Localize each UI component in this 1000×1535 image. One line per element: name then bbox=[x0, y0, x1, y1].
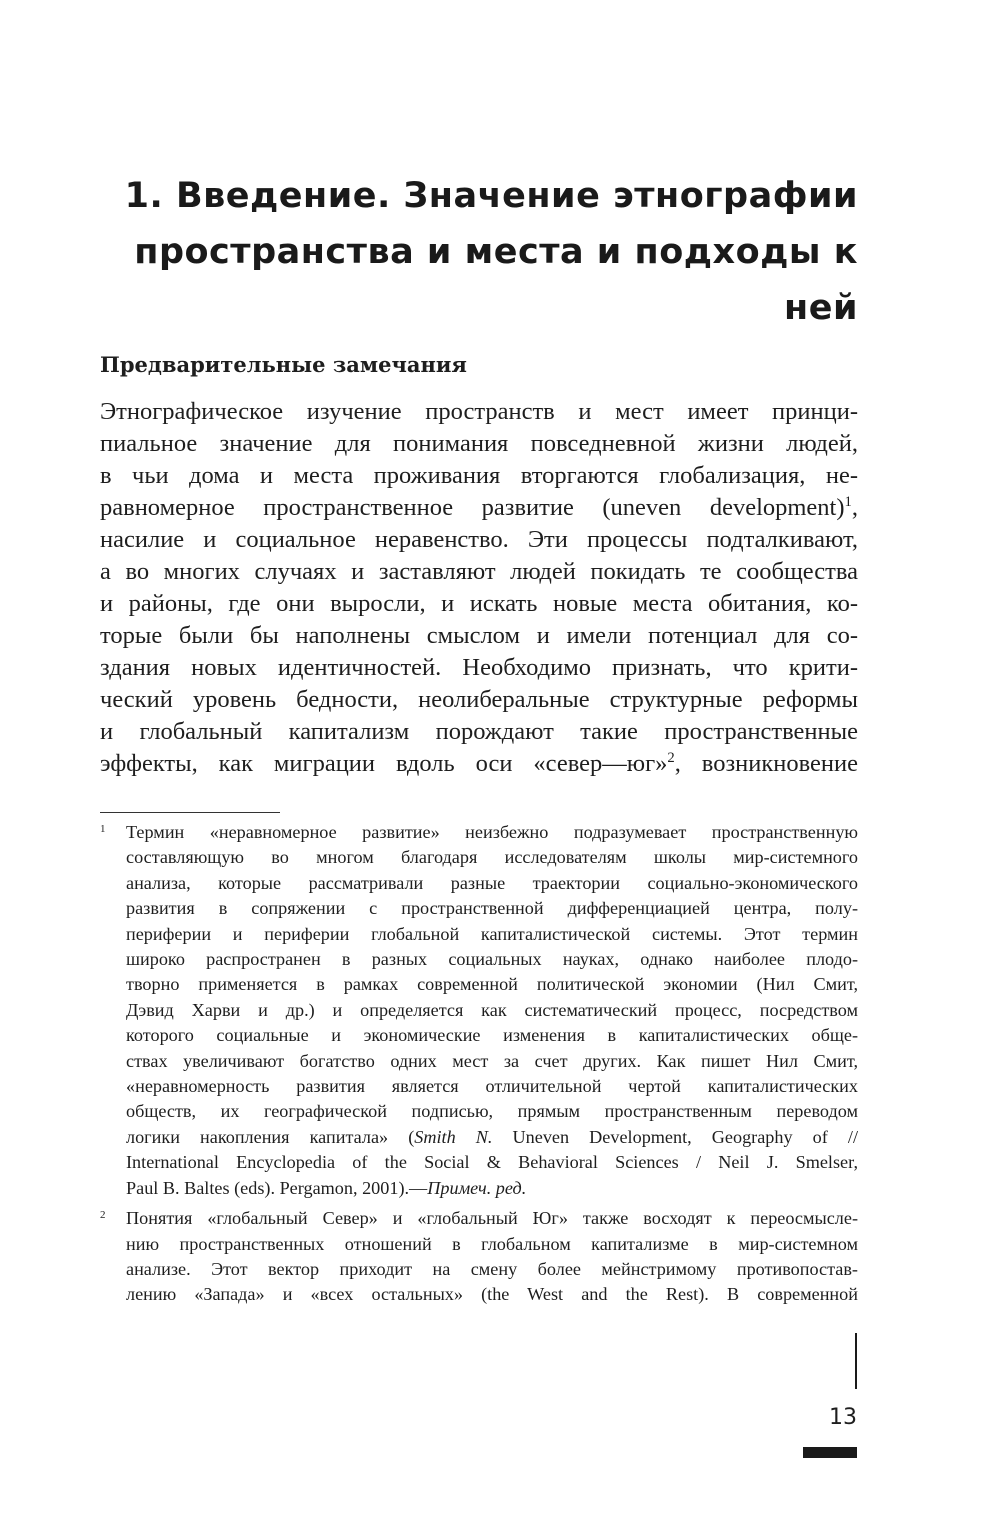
body-line: в чьи дома и места проживания вторгаются глобализация, не- bbox=[100, 462, 858, 489]
footnote-line: ствах увеличивают богатство одних мест за счет других. Как пишет Нил Смит, bbox=[126, 1050, 858, 1071]
footnote-line: Дэвид Харви и др.) и определяется как систематический процесс, посредством bbox=[126, 999, 858, 1020]
footnote-line: лению «Запада» и «всех остальных» (the West and the Rest). В современной bbox=[126, 1284, 858, 1305]
body-line: и районы, где они выросли, и искать новые места обитания, ко- bbox=[100, 590, 858, 617]
body-paragraph bbox=[100, 396, 858, 780]
body-line: Этнографическое изучение пространств и мест имеет принци- bbox=[100, 398, 858, 425]
body-line: и глобальный капитализм порождают такие пространственные bbox=[100, 718, 858, 745]
body-line: торые были бы наполнены смыслом и имели потенциал для со- bbox=[100, 622, 858, 649]
footnote-line: творно применяется в рамках современной политической экономии (Нил Смит, bbox=[126, 974, 858, 995]
footnote-line: Понятия «глобальный Север» и «глобальный Юг» также восходят к переосмысле- bbox=[126, 1208, 858, 1229]
footnote-line: анализе. Этот вектор приходит на смену более мейнстримому противопостав- bbox=[126, 1258, 858, 1279]
citation-author: Smith N. bbox=[414, 1126, 493, 1147]
footnote-line: International Encyclopedia of the Social & Behavioral Sciences / Neil J. Smelser, bbox=[126, 1152, 858, 1173]
footnote-line: которого социальные и экономические изменения в капиталистических обще- bbox=[126, 1025, 858, 1046]
body-line: а во многих случаях и заставляют людей покидать те сообщества bbox=[100, 558, 858, 585]
footnote-citation-line bbox=[126, 1125, 858, 1150]
footnotes bbox=[100, 820, 858, 1313]
footnote-line: обществ, их географической подписью, прямым пространственным переводом bbox=[126, 1101, 858, 1122]
chapter-title-line-1: 1. Введение. Значение этнографии bbox=[124, 176, 858, 216]
footnote-line-text: логики накопления капитала» ( bbox=[126, 1126, 415, 1147]
editor-note: Примеч. ред. bbox=[427, 1177, 527, 1198]
chapter-title bbox=[100, 168, 858, 336]
body-line: насилие и социальное неравенство. Эти процессы подталкивают, bbox=[100, 526, 858, 553]
footnote-line: широко распространен в разных социальных науках, однако наиболее плодо- bbox=[126, 949, 858, 970]
body-line-tail: , возникновение bbox=[674, 750, 859, 777]
footnote-line: нию пространственных отношений в глобальном капитализме в мир-системном bbox=[126, 1233, 858, 1254]
footnote-line: «неравномерность развития является отличительной чертой капиталистических bbox=[126, 1076, 858, 1097]
page-edge-bar bbox=[855, 1333, 857, 1389]
citation-title: Uneven Development, Geography of // bbox=[492, 1126, 858, 1147]
body-line: ческий уровень бедности, неолиберальные структурные реформы bbox=[100, 686, 858, 713]
footnote-line: составляющую во многом благодаря исследователям школы мир-системного bbox=[126, 847, 858, 868]
footnote-ref-2[interactable]: 2 bbox=[667, 749, 675, 766]
footnote-line: развития в сопряжении с пространственной дифференциацией центра, полу- bbox=[126, 898, 858, 919]
body-line: здания новых идентичностей. Необходимо признать, что крити- bbox=[100, 654, 858, 681]
body-line-text: равномерное пространственное развитие (uneven development) bbox=[100, 494, 845, 521]
body-line-tail: , bbox=[851, 494, 858, 521]
footnote-mark: 2 bbox=[100, 1209, 106, 1222]
body-line-with-footnote-ref bbox=[100, 492, 858, 524]
footnote-line: периферии и периферии глобальной капиталистической системы. Этот термин bbox=[126, 923, 858, 944]
footnote-line-text: Paul B. Baltes (eds). Pergamon, 2001).— bbox=[126, 1177, 428, 1198]
footnote-line: Термин «неравномерное развитие» неизбежно подразумевает пространственную bbox=[126, 822, 858, 842]
footnote-ref-1[interactable]: 1 bbox=[844, 493, 852, 510]
body-line-with-footnote-ref bbox=[100, 748, 858, 780]
footnote-1 bbox=[100, 820, 858, 1201]
section-heading: Предварительные замечания bbox=[100, 352, 467, 377]
chapter-title-line-2: пространства и места и подходы к ней bbox=[134, 232, 858, 328]
footnote-2 bbox=[100, 1206, 858, 1308]
page-marker-block bbox=[803, 1447, 857, 1458]
body-line-text: эффекты, как миграции вдоль оси «север—юг» bbox=[100, 750, 668, 777]
footnote-last-line bbox=[126, 1176, 858, 1201]
body-line: пиальное значение для понимания повседневной жизни людей, bbox=[100, 430, 858, 457]
footnote-line: анализа, которые рассматривали разные траектории социально-экономического bbox=[126, 872, 858, 893]
footnote-mark: 1 bbox=[100, 823, 106, 835]
page-number: 13 bbox=[829, 1405, 857, 1430]
footnote-divider bbox=[100, 812, 280, 813]
